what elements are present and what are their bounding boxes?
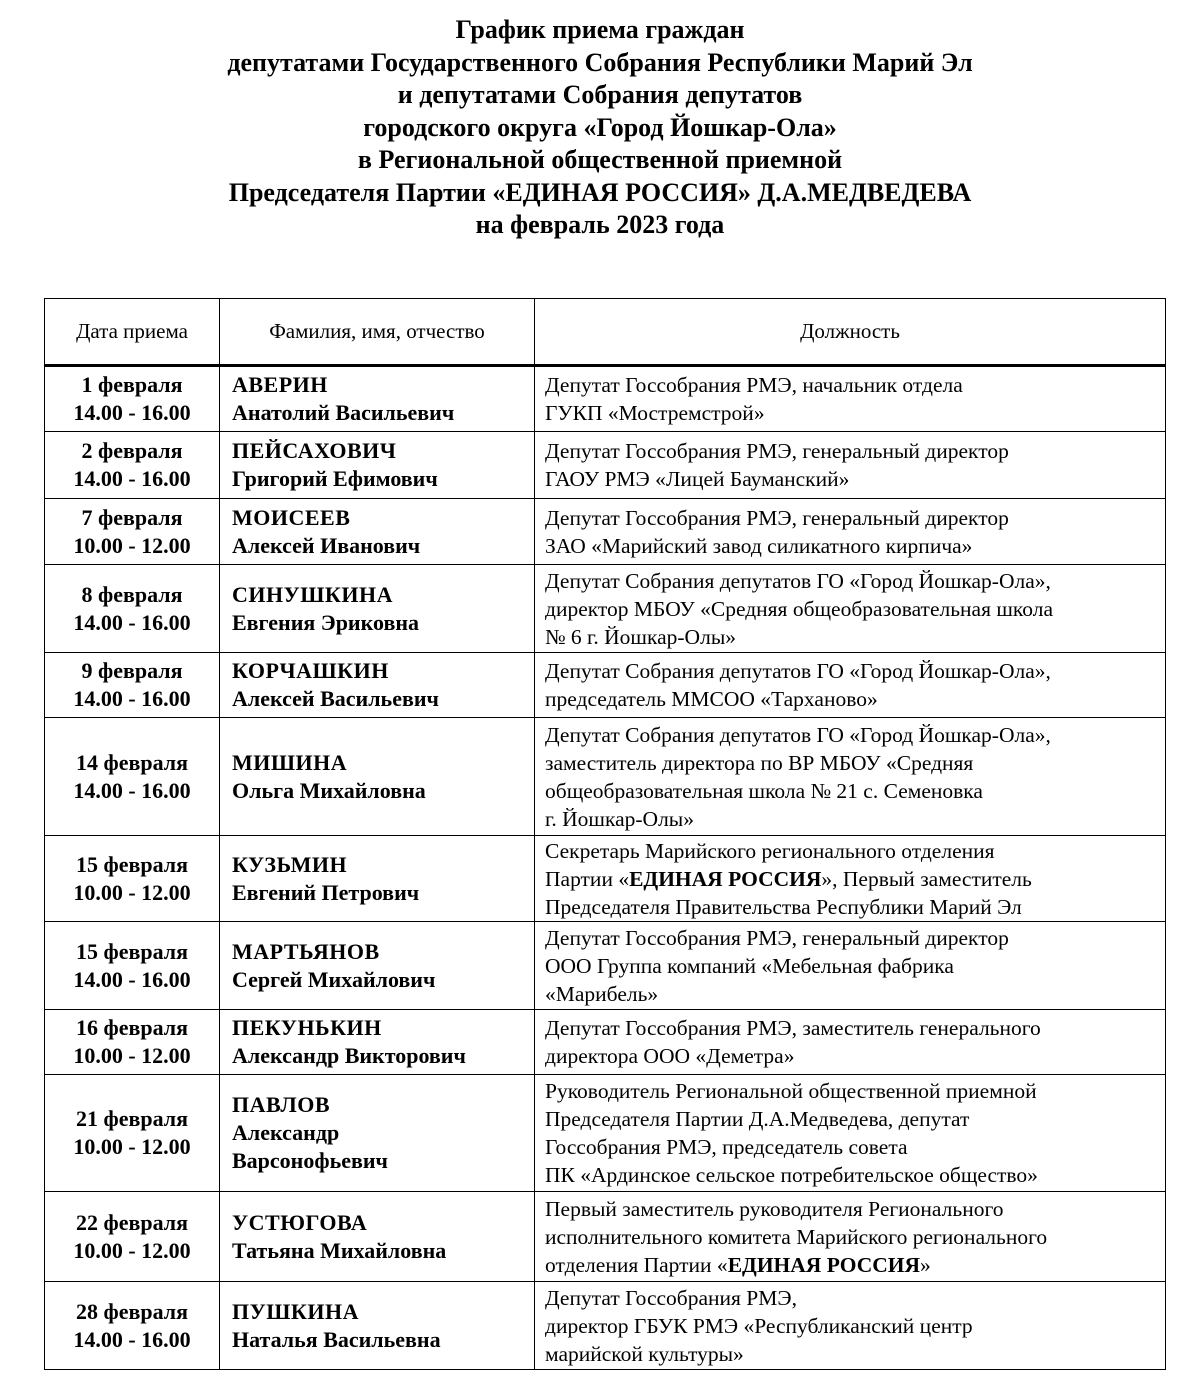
- deputy-patronymic: Варсонофьевич: [232, 1148, 388, 1173]
- table-row: [45, 432, 1166, 499]
- reception-date: 1 февраля: [81, 372, 183, 397]
- reception-time: 10.00 - 12.00: [73, 532, 191, 558]
- reception-date-cell: [45, 499, 220, 565]
- reception-date: 21 февраля: [75, 1106, 189, 1131]
- table-row: [45, 366, 1166, 432]
- deputy-position-cell: [535, 1282, 1166, 1370]
- party-name-emphasis: ЕДИНАЯ РОССИЯ: [629, 866, 822, 891]
- deputy-given-names: Сергей Михайлович: [232, 966, 436, 992]
- header-position: Должность: [535, 299, 1166, 366]
- reception-date-cell: [45, 366, 220, 432]
- deputy-surname: ПЕЙСАХОВИЧ: [232, 438, 397, 463]
- deputy-position-cell: [535, 565, 1166, 653]
- reception-date: 22 февраля: [75, 1209, 189, 1235]
- title-line-2: депутатами Государственного Собрания Республики Марий Эл: [227, 47, 973, 77]
- title-line-5: в Региональной общественной приемной: [357, 145, 843, 174]
- schedule-table: [44, 298, 1166, 1370]
- reception-date-cell: [45, 922, 220, 1010]
- reception-date-cell: [45, 1010, 220, 1075]
- deputy-position-cell: [535, 1010, 1166, 1075]
- deputy-position-cell: [535, 718, 1166, 836]
- reception-date: 2 февраля: [81, 438, 183, 463]
- deputy-surname: МАРТЬЯНОВ: [232, 938, 380, 964]
- reception-date: 28 февраля: [75, 1298, 189, 1324]
- deputy-name-cell: [220, 366, 535, 432]
- header-name: Фамилия, имя, отчество: [220, 299, 535, 366]
- reception-date-cell: [45, 432, 220, 499]
- deputy-name-cell: [220, 432, 535, 499]
- reception-date: 7 февраля: [81, 504, 183, 530]
- position-line: Руководитель Региональной общественной приемной: [545, 1079, 1037, 1103]
- document-title: [0, 14, 1200, 242]
- reception-date-cell: [45, 836, 220, 922]
- deputy-given-names: Евгения Эриковна: [232, 609, 419, 635]
- deputy-name-cell: [220, 1192, 535, 1282]
- table-row: [45, 565, 1166, 653]
- deputy-surname: КУЗЬМИН: [232, 851, 348, 877]
- table-row: [45, 1282, 1166, 1370]
- title-line-3: и депутатами Собрания депутатов: [397, 80, 803, 109]
- reception-date-cell: [45, 1075, 220, 1192]
- deputy-name-cell: [220, 565, 535, 653]
- reception-time: 14.00 - 16.00: [73, 777, 191, 803]
- reception-time: 14.00 - 16.00: [73, 400, 191, 425]
- title-line-4: городского округа «Город Йошкар-Ола»: [363, 112, 837, 142]
- deputy-given-names: Александр Викторович: [232, 1043, 466, 1068]
- table-row: [45, 836, 1166, 922]
- position-line: Депутат Госсобрания РМЭ, генеральный директор: [545, 925, 1009, 950]
- position-line: Депутат Госсобрания РМЭ,: [545, 1285, 797, 1310]
- table-row: [45, 1192, 1166, 1282]
- position-line: Депутат Госсобрания РМЭ, заместитель генерального: [545, 1016, 1041, 1040]
- deputy-name-cell: [220, 836, 535, 922]
- deputy-given-names: Ольга Михайловна: [232, 777, 426, 803]
- reception-date: 9 февраля: [81, 658, 183, 683]
- position-line: общеобразовательная школа № 21 с. Семеновка: [545, 778, 983, 803]
- deputy-surname: ПУШКИНА: [232, 1298, 359, 1324]
- table-row: [45, 653, 1166, 718]
- party-name-emphasis: ЕДИНАЯ РОССИЯ: [727, 1252, 920, 1277]
- deputy-name-cell: [220, 499, 535, 565]
- deputy-position-cell: [535, 836, 1166, 922]
- reception-date-cell: [45, 1282, 220, 1370]
- deputy-given-names: Алексей Васильевич: [232, 686, 439, 711]
- table-body: [45, 366, 1166, 1370]
- reception-time: 10.00 - 12.00: [73, 879, 191, 905]
- position-line: директора ООО «Деметра»: [545, 1044, 795, 1068]
- position-line: директор МБОУ «Средняя общеобразовательная школа: [545, 596, 1053, 621]
- position-line: марийской культуры»: [545, 1341, 744, 1366]
- position-line: заместитель директора по ВР МБОУ «Средняя: [545, 750, 974, 775]
- deputy-given-names: Григорий Ефимович: [232, 466, 438, 491]
- position-line: ООО Группа компаний «Мебельная фабрика: [545, 953, 954, 978]
- position-line: Председателя Партии Д.А.Медведева, депутат: [545, 1107, 970, 1131]
- position-line: исполнительного комитета Марийского регионального: [545, 1224, 1048, 1249]
- reception-date: 15 февраля: [75, 938, 189, 964]
- position-line: «Марибель»: [545, 981, 659, 1006]
- reception-time: 10.00 - 12.00: [73, 1134, 191, 1159]
- position-line: Первый заместитель руководителя Регионального: [545, 1196, 1004, 1221]
- position-line: Депутат Собрания депутатов ГО «Город Йошкар-Ола»,: [545, 568, 1051, 593]
- deputy-name-cell: [220, 1075, 535, 1192]
- title-line-1: График приема граждан: [455, 15, 745, 44]
- deputy-surname: АВЕРИН: [232, 372, 328, 397]
- deputy-name-cell: [220, 1010, 535, 1075]
- reception-date-cell: [45, 565, 220, 653]
- reception-date: 16 февраля: [75, 1015, 189, 1040]
- deputy-name-cell: [220, 1282, 535, 1370]
- table-row: [45, 1075, 1166, 1192]
- reception-time: 10.00 - 12.00: [73, 1043, 191, 1068]
- deputy-surname: ПАВЛОВ: [232, 1092, 331, 1117]
- position-line: Госсобрания РМЭ, председатель совета: [545, 1135, 908, 1159]
- deputy-position-cell: [535, 366, 1166, 432]
- deputy-given-names: Алексей Иванович: [232, 532, 421, 558]
- deputy-position-cell: [535, 653, 1166, 718]
- title-line-7: на февраль 2023 года: [475, 210, 725, 239]
- position-line: Председателя Правительства Республики Марий Эл: [545, 894, 1022, 919]
- position-line: Секретарь Марийского регионального отделения: [545, 838, 995, 863]
- title-line-6: Председателя Партии «ЕДИНАЯ РОССИЯ» Д.А.МЕДВЕДЕВА: [228, 177, 972, 207]
- deputy-surname: МИШИНА: [232, 749, 348, 775]
- position-line: Депутат Госсобрания РМЭ, генеральный директор: [545, 505, 1009, 530]
- header-date: Дата приема: [45, 299, 220, 366]
- reception-date-cell: [45, 653, 220, 718]
- reception-time: 10.00 - 12.00: [73, 1237, 191, 1263]
- deputy-position-cell: [535, 432, 1166, 499]
- deputy-given-names: Наталья Васильевна: [232, 1326, 441, 1352]
- deputy-given-names: Татьяна Михайловна: [232, 1237, 447, 1263]
- position-line: Депутат Собрания депутатов ГО «Город Йошкар-Ола»,: [545, 722, 1051, 747]
- reception-date: 14 февраля: [75, 749, 189, 775]
- reception-date-cell: [45, 718, 220, 836]
- deputy-position-cell: [535, 1075, 1166, 1192]
- reception-date-cell: [45, 1192, 220, 1282]
- deputy-name-cell: [220, 922, 535, 1010]
- reception-time: 14.00 - 16.00: [73, 966, 191, 992]
- position-line: г. Йошкар-Олы»: [545, 806, 694, 831]
- deputy-given-names: Александр: [232, 1120, 340, 1145]
- table-row: [45, 718, 1166, 836]
- deputy-position-cell: [535, 499, 1166, 565]
- position-line: ГАОУ РМЭ «Лицей Бауманский»: [545, 467, 850, 491]
- position-line: Депутат Госсобрания РМЭ, начальник отдела: [545, 373, 963, 397]
- deputy-position-cell: [535, 922, 1166, 1010]
- position-line: председатель ММСОО «Тарханово»: [545, 687, 878, 711]
- position-line: ПК «Ардинское сельское потребительское общество»: [545, 1163, 1038, 1187]
- position-line: директор ГБУК РМЭ «Республиканский центр: [545, 1313, 973, 1338]
- position-line: ГУКП «Мостремстрой»: [545, 401, 765, 425]
- deputy-given-names: Анатолий Васильевич: [232, 400, 455, 425]
- reception-date: 15 февраля: [75, 851, 189, 877]
- position-line: № 6 г. Йошкар-Олы»: [545, 624, 737, 649]
- position-line: Депутат Собрания депутатов ГО «Город Йошкар-Ола»,: [545, 659, 1051, 683]
- position-line: отделения Партии «ЕДИНАЯ РОССИЯ»: [545, 1252, 931, 1277]
- deputy-name-cell: [220, 653, 535, 718]
- deputy-name-cell: [220, 718, 535, 836]
- position-line: Партии «ЕДИНАЯ РОССИЯ», Первый заместитель: [545, 866, 1032, 891]
- reception-date: 8 февраля: [81, 581, 183, 607]
- table-row: [45, 922, 1166, 1010]
- position-line: ЗАО «Марийский завод силикатного кирпича»: [545, 533, 973, 558]
- table-row: [45, 499, 1166, 565]
- deputy-surname: СИНУШКИНА: [232, 581, 393, 607]
- table-header-row: [45, 299, 1166, 366]
- table-row: [45, 1010, 1166, 1075]
- deputy-surname: УСТЮГОВА: [232, 1209, 368, 1235]
- reception-time: 14.00 - 16.00: [73, 1326, 191, 1352]
- deputy-given-names: Евгений Петрович: [232, 879, 420, 905]
- deputy-surname: МОИСЕЕВ: [232, 504, 351, 530]
- deputy-position-cell: [535, 1192, 1166, 1282]
- deputy-surname: КОРЧАШКИН: [232, 658, 389, 683]
- reception-time: 14.00 - 16.00: [73, 609, 191, 635]
- reception-time: 14.00 - 16.00: [73, 686, 191, 711]
- reception-time: 14.00 - 16.00: [73, 466, 191, 491]
- deputy-surname: ПЕКУНЬКИН: [232, 1015, 382, 1040]
- position-line: Депутат Госсобрания РМЭ, генеральный директор: [545, 439, 1009, 463]
